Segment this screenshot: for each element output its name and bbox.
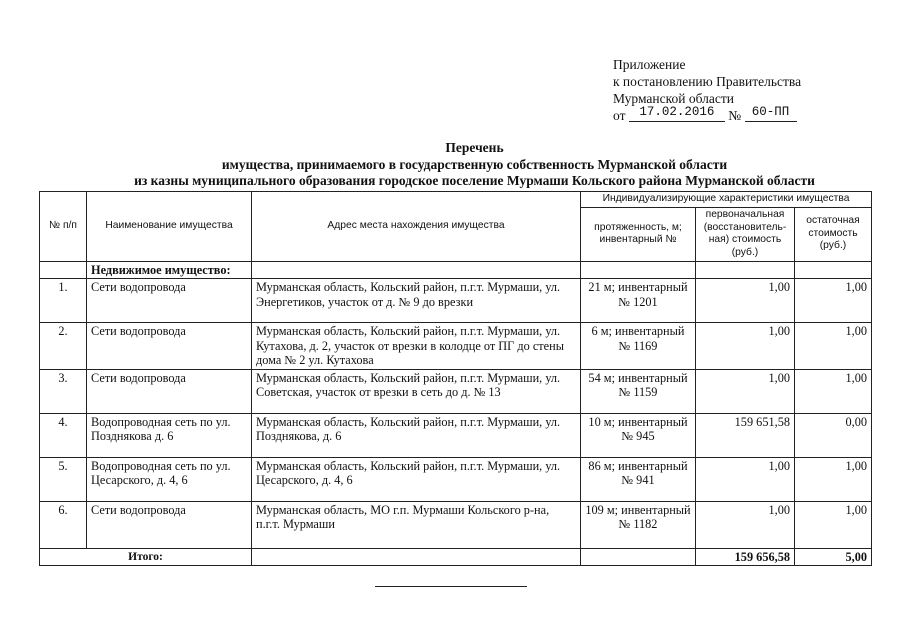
row-address: Мурманская область, Кольский район, п.г.т. Мурмаши, ул. Советская, участок от врезки в сеть до д. № 13 (252, 369, 581, 413)
section-empty-cell (581, 261, 696, 279)
row-address: Мурманская область, Кольский район, п.г.т. Мурмаши, ул. Кутахова, д. 2, участок от врезки в колодце от ПГ до стены дома № 2 ул. Кутахова (252, 323, 581, 370)
row-length: 21 м; инвентарный № 1201 (581, 279, 696, 323)
row-initial-cost: 1,00 (696, 501, 795, 548)
table-row (40, 279, 872, 323)
row-residual-cost: 1,00 (795, 369, 872, 413)
header-initial-cost: первоначальная (восстановитель-ная) стоимость (руб.) (696, 207, 795, 261)
row-initial-cost: 1,00 (696, 457, 795, 501)
row-num: 6. (40, 501, 87, 548)
total-empty-cell (252, 548, 581, 566)
from-label: от (613, 108, 626, 123)
row-name: Сети водопровода (87, 369, 252, 413)
document-subtitle-1: имущества, принимаемого в государственную собственность Мурманской области (221, 157, 728, 172)
bottom-divider (375, 586, 527, 587)
header-name: Наименование имущества (87, 192, 252, 262)
row-num: 3. (40, 369, 87, 413)
decree-number: 60-ПП (745, 104, 797, 122)
appendix-block (613, 56, 801, 127)
row-length: 6 м; инвентарный № 1169 (581, 323, 696, 370)
document-subtitle-2: из казны муниципального образования городское поселение Мурмаши Кольского района Мурманской области (134, 173, 815, 188)
section-label: Недвижимое имущество: (87, 261, 252, 279)
row-initial-cost: 1,00 (696, 279, 795, 323)
header-characteristics: Индивидуализирующие характеристики имущества (581, 192, 872, 208)
table-row (40, 457, 872, 501)
number-label: № (728, 108, 742, 123)
header-length: протяженность, м; инвентарный № (581, 207, 696, 261)
row-length: 86 м; инвентарный № 941 (581, 457, 696, 501)
row-length: 10 м; инвентарный № 945 (581, 413, 696, 457)
document-title: Перечень (445, 140, 504, 155)
row-num: 5. (40, 457, 87, 501)
row-address: Мурманская область, МО г.п. Мурмаши Кольского р-на, п.г.т. Мурмаши (252, 501, 581, 548)
header-num: № п/п (40, 192, 87, 262)
appendix-line-2: к постановлению Правительства (613, 74, 802, 89)
table-row (40, 413, 872, 457)
table-row (40, 369, 872, 413)
header-address: Адрес места нахождения имущества (252, 192, 581, 262)
appendix-line-1: Приложение (613, 57, 686, 72)
row-initial-cost: 159 651,58 (696, 413, 795, 457)
row-num: 4. (40, 413, 87, 457)
row-residual-cost: 1,00 (795, 279, 872, 323)
row-residual-cost: 1,00 (795, 457, 872, 501)
total-label: Итого: (40, 548, 252, 566)
row-address: Мурманская область, Кольский район, п.г.т. Мурмаши, ул. Позднякова, д. 6 (252, 413, 581, 457)
row-length: 54 м; инвентарный № 1159 (581, 369, 696, 413)
row-num: 1. (40, 279, 87, 323)
row-name: Сети водопровода (87, 501, 252, 548)
appendix-line-3: Мурманской области (613, 91, 734, 106)
row-residual-cost: 0,00 (795, 413, 872, 457)
table-row (40, 323, 872, 370)
row-name: Водопроводная сеть по ул. Цесарского, д. 4, 6 (87, 457, 252, 501)
total-initial-cost: 159 656,58 (696, 548, 795, 566)
row-name: Сети водопровода (87, 279, 252, 323)
section-empty-cell (795, 261, 872, 279)
row-residual-cost: 1,00 (795, 323, 872, 370)
decree-date: 17.02.2016 (629, 104, 725, 122)
row-address: Мурманская область, Кольский район, п.г.т. Мурмаши, ул. Цесарского, д. 4, 6 (252, 457, 581, 501)
property-table (39, 191, 872, 566)
section-empty-cell (252, 261, 581, 279)
total-empty-cell (581, 548, 696, 566)
table-row (40, 501, 872, 548)
row-name: Водопроводная сеть по ул. Позднякова д. 6 (87, 413, 252, 457)
row-name: Сети водопровода (87, 323, 252, 370)
row-residual-cost: 1,00 (795, 501, 872, 548)
row-initial-cost: 1,00 (696, 369, 795, 413)
row-num: 2. (40, 323, 87, 370)
total-residual-cost: 5,00 (795, 548, 872, 566)
row-address: Мурманская область, Кольский район, п.г.т. Мурмаши, ул. Энергетиков, участок от д. № 9 до врезки (252, 279, 581, 323)
header-residual-cost: остаточная стоимость (руб.) (795, 207, 872, 261)
section-num-cell (40, 261, 87, 279)
row-length: 109 м; инвентарный № 1182 (581, 501, 696, 548)
row-initial-cost: 1,00 (696, 323, 795, 370)
total-row (40, 548, 872, 566)
appendix-signature-line (613, 107, 801, 127)
section-empty-cell (696, 261, 795, 279)
